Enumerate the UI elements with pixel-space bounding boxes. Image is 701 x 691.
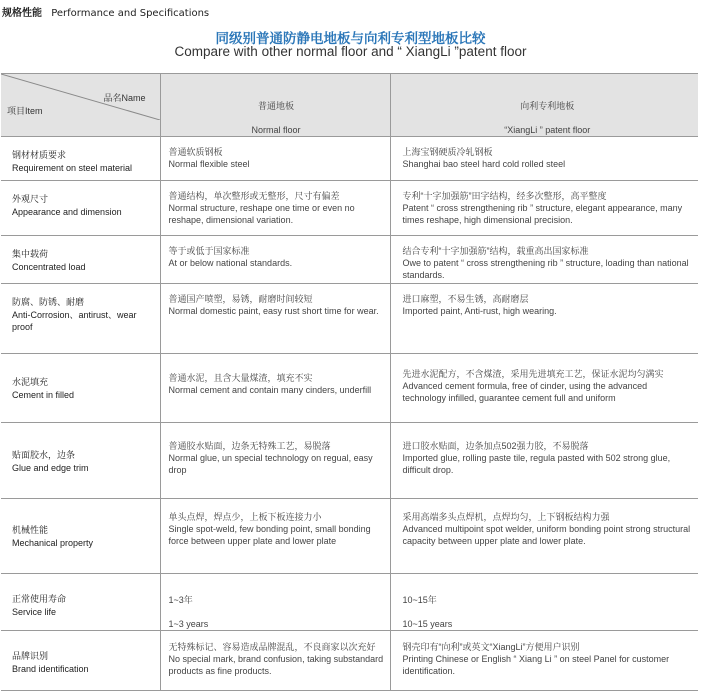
- row-normal-cell: [160, 181, 390, 236]
- row-normal-en: Normal glue, un special technology on regual, easy drop: [168, 453, 373, 475]
- table-row: [1, 423, 698, 499]
- comparison-table: [1, 73, 698, 691]
- column-header-xiangli: [390, 74, 698, 137]
- section-heading-en: Performance and Specifications: [51, 8, 210, 19]
- row-normal-cell: [160, 236, 390, 284]
- row-xiangli-cell: [390, 499, 698, 574]
- row-normal-en: Normal cement and contain many cinders, underfill: [168, 385, 372, 395]
- column-header-xiangli-cn: 向利专利地板: [520, 101, 575, 111]
- section-heading-cn: 规格性能: [2, 8, 42, 19]
- row-xiangli-en: Imported paint, Anti-rust, high wearing.: [402, 306, 557, 316]
- row-xiangli-cell: [390, 137, 698, 181]
- row-xiangli-en: Patent “ cross strengthening rib ” structure, elegant appearance, many times reshape, high dimensional precision.: [402, 203, 683, 225]
- row-item-cell: [1, 236, 160, 284]
- row-normal-en: 1~3 years: [168, 619, 209, 629]
- row-item-cn: 防腐、防锈、耐磨: [12, 297, 85, 307]
- section-heading: [2, 4, 209, 19]
- row-normal-cn: 1~3年: [168, 595, 193, 605]
- column-header-normal-cn: 普通地板: [257, 101, 294, 111]
- row-item-cn: 集中载荷: [12, 249, 49, 259]
- row-item-en: Anti-Corrosion、antirust、wear proof: [12, 310, 137, 332]
- row-item-en: Glue and edge trim: [12, 463, 89, 473]
- row-normal-cell: [160, 499, 390, 574]
- row-xiangli-cell: [390, 354, 698, 423]
- row-xiangli-cell: [390, 236, 698, 284]
- row-normal-cn: 等于或低于国家标准: [168, 246, 250, 256]
- table-row: [1, 284, 698, 354]
- row-item-cell: [1, 631, 160, 691]
- row-xiangli-cell: [390, 574, 698, 631]
- row-xiangli-cn: 结合专利“十字加强筋”结构，载重高出国家标准: [402, 246, 589, 256]
- row-xiangli-en: Owe to patent “ cross strengthening rib ” structure, loading than national standards.: [402, 258, 689, 280]
- row-normal-cn: 普通软质钢板: [168, 147, 223, 157]
- row-item-en: Mechanical property: [12, 538, 94, 548]
- corner-label-item: 项目Item: [7, 106, 43, 116]
- row-normal-cn: 普通水泥，且含大量煤渣，填充不实: [168, 373, 313, 383]
- row-normal-en: Normal domestic paint, easy rust short time for wear.: [168, 306, 379, 316]
- row-item-en: Appearance and dimension: [12, 207, 122, 217]
- row-item-en: Service life: [12, 607, 57, 617]
- table-header-row: [1, 74, 698, 137]
- row-normal-cn: 普通胶水贴面，边条无特殊工艺，易脱落: [168, 441, 331, 451]
- row-normal-en: Normal structure, reshape one time or even no reshape, dimensional variation.: [168, 203, 355, 225]
- row-xiangli-cn: 10~15年: [402, 595, 437, 605]
- row-normal-cn: 普通结构，单次整形或无整形，尺寸有偏差: [168, 191, 340, 201]
- row-item-cell: [1, 423, 160, 499]
- row-item-cell: [1, 574, 160, 631]
- row-item-en: Cement in filled: [12, 390, 75, 400]
- table-row: [1, 236, 698, 284]
- row-xiangli-en: 10~15 years: [402, 619, 453, 629]
- row-xiangli-en: Advanced cement formula, free of cinder, using the advanced technology infilled, guarantee cement full and uniform: [402, 381, 648, 403]
- row-item-cn: 贴面胶水，边条: [12, 450, 76, 460]
- row-xiangli-cn: 上海宝钢硬质冷轧钢板: [402, 147, 493, 157]
- table-row: [1, 499, 698, 574]
- row-xiangli-cell: [390, 631, 698, 691]
- row-item-cell: [1, 354, 160, 423]
- table-row: [1, 137, 698, 181]
- row-xiangli-en: Shanghai bao steel hard cold rolled steel: [402, 159, 566, 169]
- table-row: [1, 181, 698, 236]
- row-normal-en: Normal flexible steel: [168, 159, 250, 169]
- row-xiangli-cn: 采用高端多头点焊机，点焊均匀，上下钢板结构力强: [402, 512, 610, 522]
- row-normal-cell: [160, 284, 390, 354]
- corner-label-name: 品名Name: [103, 93, 146, 103]
- row-item-cell: [1, 181, 160, 236]
- row-xiangli-cn: 进口麻塑，不易生锈，高耐磨层: [402, 294, 529, 304]
- row-normal-cn: 无特殊标记、容易造成品牌混乱，不良商家以次充好: [168, 642, 376, 652]
- row-normal-cell: [160, 137, 390, 181]
- row-xiangli-cn: 进口胶水贴面，边条加点502强力胶，不易脱落: [402, 441, 589, 451]
- row-xiangli-cn: 专利“十字加强筋”田字结构，经多次整形，高平整度: [402, 191, 607, 201]
- row-xiangli-cell: [390, 423, 698, 499]
- column-header-normal-en: Normal floor: [251, 125, 301, 135]
- row-xiangli-en: Imported glue, rolling paste tile, regula pasted with 502 strong glue, difficult drop.: [402, 453, 671, 475]
- row-normal-cell: [160, 354, 390, 423]
- row-item-cn: 钢材材质要求: [12, 150, 67, 160]
- row-item-cn: 品牌识别: [12, 651, 49, 661]
- row-item-en: Brand identification: [12, 664, 89, 674]
- column-header-normal: [160, 74, 390, 137]
- row-normal-en: At or below national standards.: [168, 258, 293, 268]
- row-normal-cell: [160, 574, 390, 631]
- comparison-title-en: Compare with other normal floor and “ XiangLi ”patent floor: [174, 44, 527, 59]
- row-xiangli-cn: 先进水泥配方，不含煤渣，采用先进填充工艺，保证水泥均匀满实: [402, 369, 664, 379]
- row-normal-en: No special mark, brand confusion, taking substandard products as fine products.: [168, 654, 384, 676]
- row-item-cell: [1, 137, 160, 181]
- row-normal-cell: [160, 631, 390, 691]
- column-header-xiangli-en: “XiangLi ” patent floor: [504, 125, 591, 135]
- row-xiangli-cell: [390, 284, 698, 354]
- row-xiangli-cell: [390, 181, 698, 236]
- table-row: [1, 631, 698, 691]
- row-item-cn: 水泥填充: [12, 377, 49, 387]
- comparison-title-cn: 同级别普通防静电地板与向利专利型地板比较: [215, 31, 486, 47]
- row-item-cell: [1, 284, 160, 354]
- row-xiangli-cn: 钢壳印有“向利”或英文“XiangLi”方便用户识别: [402, 642, 580, 652]
- row-item-en: Requirement on steel material: [12, 163, 133, 173]
- row-normal-cell: [160, 423, 390, 499]
- row-item-cell: [1, 499, 160, 574]
- table-row: [1, 574, 698, 631]
- row-xiangli-en: Advanced multipoint spot welder, uniform bonding point strong structural capacity between upper plate and lower plate.: [402, 524, 691, 546]
- row-item-en: Concentrated load: [12, 262, 86, 272]
- row-normal-cn: 单头点焊，焊点少，上板下板连接力小: [168, 512, 322, 522]
- row-normal-cn: 普通国产喷塑，易锈，耐磨时间较短: [168, 294, 313, 304]
- row-xiangli-en: Printing Chinese or English “ Xiang Li ” on steel Panel for customer identification.: [402, 654, 670, 676]
- row-item-cn: 正常使用寿命: [12, 594, 67, 604]
- row-item-cn: 外观尺寸: [12, 194, 49, 204]
- corner-header-cell: [1, 74, 160, 137]
- table-row: [1, 354, 698, 423]
- row-item-cn: 机械性能: [12, 525, 49, 535]
- row-normal-en: Single spot-weld, few bonding point, small bonding force between upper plate and lower plate: [168, 524, 371, 546]
